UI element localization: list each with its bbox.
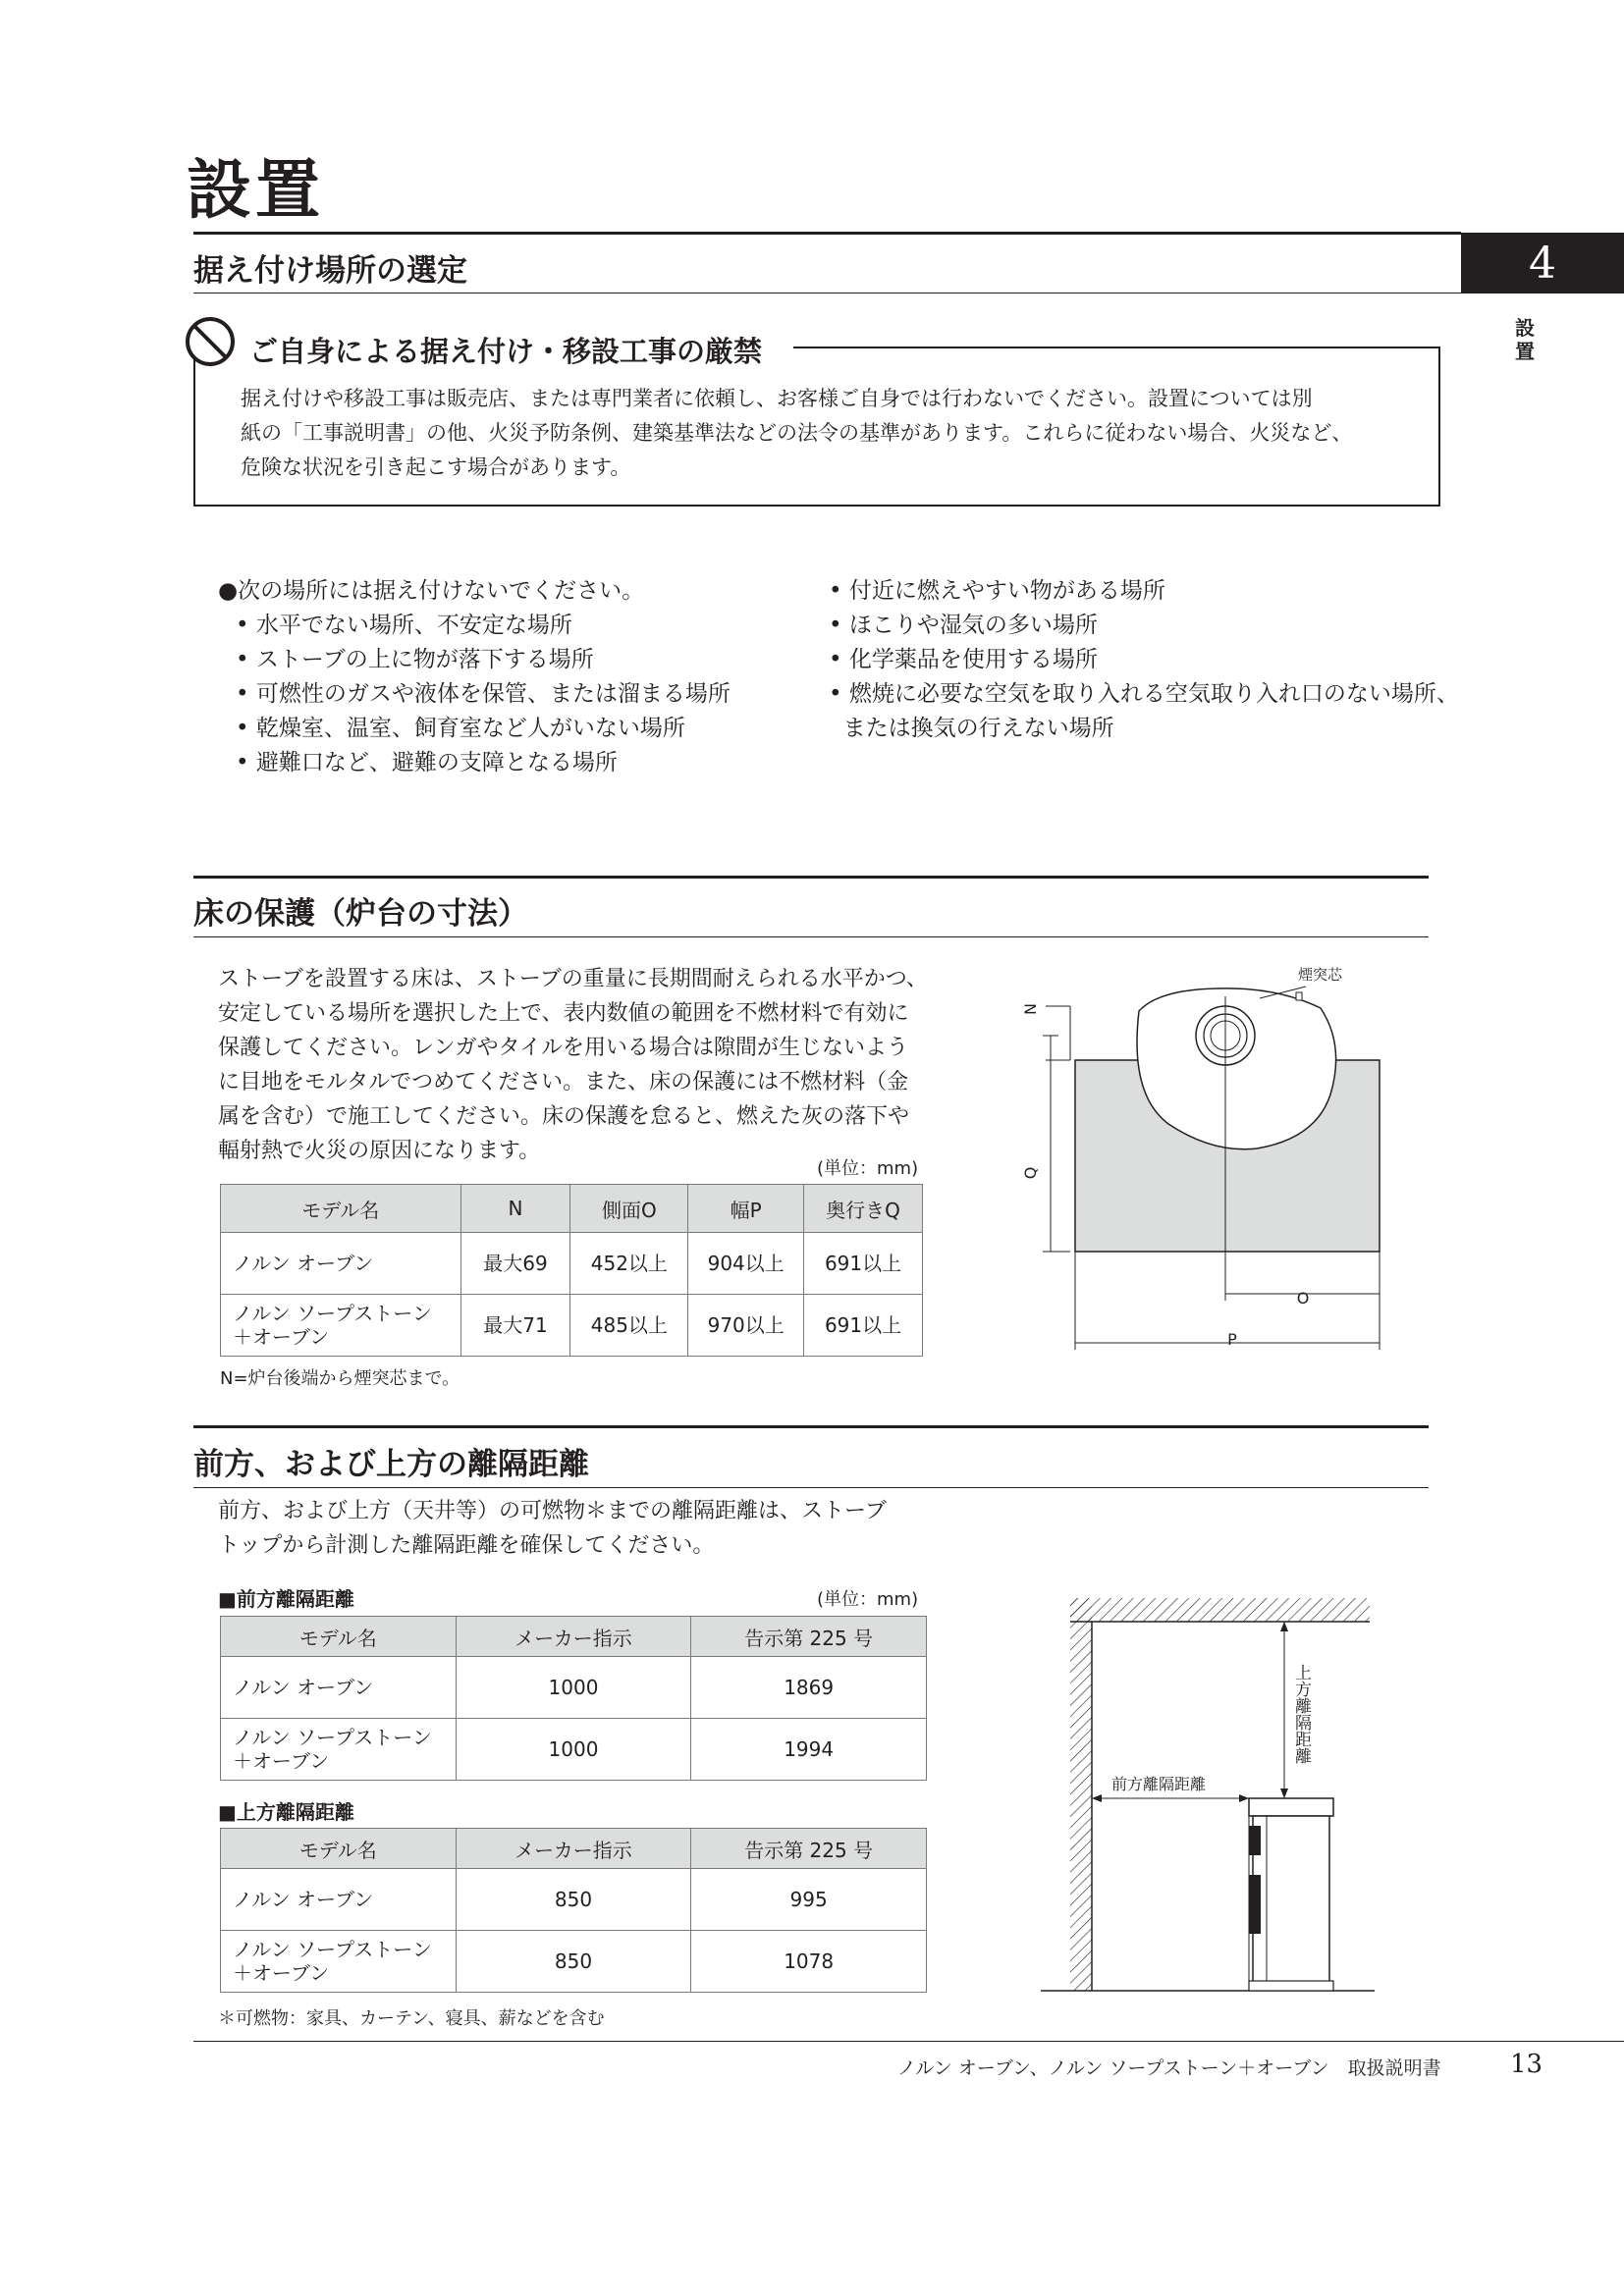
combustible-note: ＊可燃物：家具、カーテン、寝具、薪などを含む (218, 2008, 605, 2029)
model-name: ノルン ソープストーン (233, 1302, 432, 1325)
table-row (221, 1657, 927, 1719)
section3-top-rule (193, 1425, 1429, 1428)
clearance-diagram (1041, 1590, 1384, 2002)
warning-title: ご自身による据え付け・移設工事の厳禁 (249, 330, 772, 370)
table-cell: 970以上 (688, 1295, 804, 1357)
footer-text: ノルン オーブン、ノルン ソープストーン＋オーブン 取扱説明書 (897, 2057, 1441, 2079)
table-cell: 1078 (691, 1931, 927, 1993)
list-item: または換気の行えない場所 (829, 716, 1114, 741)
model-cell (221, 1657, 457, 1719)
warning-line: 紙の「工事説明書」の他、火災予防条例、建築基準法などの法令の基準があります。これらに従わない場合、火災など、 (241, 421, 1353, 445)
table-row (221, 1869, 927, 1931)
chimney-label: 煙突芯 (1298, 966, 1343, 984)
list-item: • 燃焼に必要な空気を取り入れる空気取り入れ口のない場所、 (829, 681, 1459, 707)
paragraph-line: に目地をモルタルでつめてください。また、床の保護には不燃材料（金 (218, 1070, 909, 1095)
table-cell: 最大69 (460, 1233, 570, 1295)
section1-top-rule (193, 232, 1461, 235)
handle-icon (1296, 992, 1302, 1000)
column-header: メーカー指示 (456, 1617, 691, 1657)
list-item: ●次の場所には据え付けないでください。 (218, 578, 645, 604)
paragraph-line: 属を含む）で施工してください。床の保護を怠ると、燃えた灰の落下や (218, 1104, 910, 1129)
table-cell: 691以上 (804, 1233, 923, 1295)
table-note: N=炉台後端から煙突芯まで。 (220, 1368, 460, 1389)
table-cell: 904以上 (688, 1233, 804, 1295)
model-name-suffix: ＋オーブン (233, 1961, 330, 1985)
top-clearance-label: 上方離隔距離 (1291, 1664, 1311, 1764)
list-item: • ストーブの上に物が落下する場所 (236, 647, 594, 672)
arrow-up (1280, 1622, 1288, 1631)
label-o: O (1296, 1289, 1310, 1308)
column-header: 側面O (570, 1185, 688, 1233)
list-item: • ほこりや湿気の多い場所 (829, 613, 1098, 638)
model-cell (221, 1295, 461, 1357)
page-number: 13 (1510, 2050, 1543, 2079)
model-name-suffix: ＋オーブン (233, 1325, 330, 1349)
section3-paragraph (218, 1494, 945, 1563)
list-item: • 乾燥室、温室、飼育室など人がいない場所 (236, 716, 685, 741)
table-row (221, 1719, 927, 1781)
table-cell: 995 (691, 1869, 927, 1931)
model-name: ノルン ソープストーン (233, 1726, 432, 1749)
hearth-dimension-table (220, 1184, 923, 1357)
unit-label: (単位：mm) (817, 1158, 919, 1179)
paragraph-line: 安定している場所を選択した上で、表内数値の範囲を不燃材料で有効に (218, 1001, 909, 1026)
footer-rule (193, 2041, 1624, 2042)
table-cell: 452以上 (570, 1233, 688, 1295)
section3-title: 前方、および上方の離隔距離 (193, 1447, 589, 1482)
arrow-down (1280, 1789, 1288, 1798)
page-title: 設置 (187, 151, 324, 228)
section2-paragraph (218, 962, 945, 1168)
top-clearance-subhead: ■上方離隔距離 (218, 1800, 354, 1824)
model-name-suffix: ＋オーブン (233, 1749, 330, 1773)
model-name: ノルン オーブン (233, 1888, 374, 1911)
chapter-tab (1461, 233, 1624, 294)
warning-box-top-line (793, 347, 1440, 348)
list-item: • 付近に燃えやすい物がある場所 (829, 578, 1165, 604)
stove-base (1249, 1981, 1333, 1991)
list-item: • 可燃性のガスや液体を保管、または溜まる場所 (236, 681, 731, 707)
table-cell: 850 (456, 1931, 691, 1993)
front-clearance-subhead: ■前方離隔距離 (218, 1587, 354, 1611)
warning-body (241, 382, 1419, 485)
table-cell: 1869 (691, 1657, 927, 1719)
stove-handle (1249, 1826, 1261, 1855)
section3-bottom-rule (193, 1487, 1429, 1488)
wall-hatch (1070, 1598, 1092, 1991)
arrow-right (1239, 1794, 1249, 1802)
stove-body (1253, 1816, 1329, 1983)
table-row (221, 1233, 923, 1295)
table-row (221, 1931, 927, 1993)
warning-line: 危険な状況を引き起こす場合があります。 (241, 455, 631, 479)
column-header: メーカー指示 (456, 1829, 691, 1869)
section1-bottom-rule (193, 293, 1461, 294)
table-cell: 1994 (691, 1719, 927, 1781)
unit-label: (単位：mm) (817, 1589, 919, 1610)
stove-top (1249, 1798, 1333, 1816)
column-header: モデル名 (221, 1617, 457, 1657)
front-clearance-table (220, 1616, 927, 1781)
arrow-left (1092, 1794, 1102, 1802)
model-name: ノルン ソープストーン (233, 1938, 432, 1961)
column-header: 奥行きQ (804, 1185, 923, 1233)
ceiling-hatch (1070, 1598, 1370, 1622)
paragraph-line: 輻射熱で火災の原因になります。 (218, 1139, 541, 1163)
label-n: N (1021, 1003, 1040, 1015)
section2-bottom-rule (193, 936, 1429, 937)
model-cell (221, 1719, 457, 1781)
section1-title: 据え付け場所の選定 (193, 253, 467, 289)
stove-door (1249, 1875, 1261, 1934)
table-cell: 1000 (456, 1657, 691, 1719)
prohibit-icon (183, 314, 238, 369)
section2-title: 床の保護（炉台の寸法） (193, 896, 528, 932)
table-header-row (221, 1617, 927, 1657)
model-cell (221, 1931, 457, 1993)
model-name: ノルン オーブン (233, 1252, 374, 1275)
column-header: 告示第 225 号 (691, 1829, 927, 1869)
table-header-row (221, 1185, 923, 1233)
table-cell: 850 (456, 1869, 691, 1931)
front-clearance-label: 前方離隔距離 (1111, 1775, 1207, 1793)
chapter-number: 4 (1529, 238, 1556, 289)
paragraph-line: 保護してください。レンガやタイルを用いる場合は隙間が生じないよう (218, 1036, 909, 1060)
label-q: Q (1021, 1166, 1040, 1180)
list-item: • 化学薬品を使用する場所 (829, 647, 1098, 672)
label-p: P (1227, 1330, 1237, 1349)
column-header: 幅P (688, 1185, 804, 1233)
list-item: • 水平でない場所、不安定な場所 (236, 613, 572, 638)
warning-line: 据え付けや移設工事は販売店、または専門業者に依頼し、お客様ご自身では行わないでください。設置については別 (241, 387, 1313, 410)
table-row (221, 1295, 923, 1357)
paragraph-line: トップから計測した離隔距離を確保してください。 (218, 1533, 715, 1558)
table-cell: 485以上 (570, 1295, 688, 1357)
table-cell: 691以上 (804, 1295, 923, 1357)
model-name: ノルン オーブン (233, 1676, 374, 1699)
section2-top-rule (193, 876, 1429, 879)
chapter-label: 設置 (1515, 316, 1535, 363)
paragraph-line: 前方、および上方（天井等）の可燃物＊までの離隔距離は、ストーブ (218, 1499, 887, 1523)
table-cell: 1000 (456, 1719, 691, 1781)
table-header-row (221, 1829, 927, 1869)
column-header: モデル名 (221, 1185, 461, 1233)
list-item: • 避難口など、避難の支障となる場所 (236, 750, 618, 775)
top-clearance-table (220, 1828, 927, 1993)
paragraph-line: ストーブを設置する床は、ストーブの重量に長期間耐えられる水平かつ、 (218, 967, 928, 991)
column-header: モデル名 (221, 1829, 457, 1869)
column-header: 告示第 225 号 (691, 1617, 927, 1657)
model-cell (221, 1869, 457, 1931)
model-cell (221, 1233, 461, 1295)
column-header: N (460, 1185, 570, 1233)
hearth-diagram (1021, 957, 1434, 1360)
table-cell: 最大71 (460, 1295, 570, 1357)
